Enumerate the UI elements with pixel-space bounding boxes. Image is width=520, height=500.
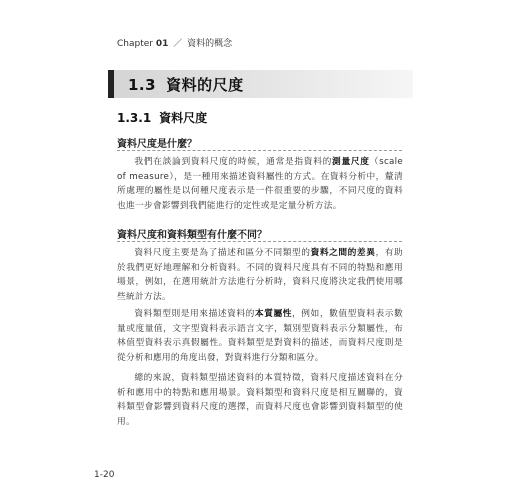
chapter-title: 資料的概念 <box>187 39 233 49</box>
page-number: 1-20 <box>94 470 115 480</box>
section-banner <box>108 70 413 98</box>
paragraph-4 <box>117 371 403 429</box>
header-separator: ／ <box>173 39 183 49</box>
section-title-text: 資料的尺度 <box>166 76 244 94</box>
question-divider-1 <box>117 150 402 151</box>
question-heading-2: 資料尺度和資料類型有什麼不同？ <box>117 230 267 241</box>
paragraph-3 <box>117 307 403 365</box>
section-title <box>128 74 244 95</box>
paragraph-text: 資料類型則是用來描述資料的 <box>134 309 255 319</box>
bold-term: 測量尺度 <box>332 157 370 167</box>
running-header <box>117 36 232 49</box>
paragraph-text: 資料尺度主要是為了描述和區分不同類型的 <box>134 248 311 258</box>
subsection-number: 1.3.1 <box>117 111 152 125</box>
paragraph-text: 總的來說，資料類型描述資料的本質特徵，資料尺度描述資料在分析和應用中的特點和應用場景。資料類型和資料尺度是相互關聯的，資料類型會影響到資料尺度的選擇，而資料尺度也會影響到資料類型的使用。 <box>117 373 403 427</box>
chapter-number: 01 <box>155 39 169 49</box>
subsection-title-text: 資料尺度 <box>159 111 208 125</box>
paragraph-1 <box>117 155 403 213</box>
bold-term: 本質屬性 <box>254 309 293 319</box>
bold-term: 資料之間的差異 <box>310 248 376 258</box>
paragraph-2 <box>117 246 403 304</box>
paragraph-text: 我們在談論到資料尺度的時候，通常是指資料的 <box>134 157 333 167</box>
subsection-title <box>117 109 207 126</box>
section-number: 1.3 <box>128 76 157 94</box>
paragraph-text: ，例如，數值型資料表示數量或度量值，文字型資料表示語言文字，類別型資料表示分類屬性，布林值型資料表示真假屬性。資料類型是對資料的描述，而資料尺度則是從分析和應用的角度出發，對資料進行分類和區分。 <box>117 309 403 363</box>
question-divider-2 <box>117 241 402 242</box>
question-heading-1: 資料尺度是什麼？ <box>117 139 197 150</box>
section-banner-bar <box>108 70 114 98</box>
paragraph-text: ，有助於我們更好地理解和分析資料。不同的資料尺度具有不同的特點和應用場景，例如，在選用統計方法進行分析時，資料尺度將決定我們使用哪些統計方法。 <box>117 248 403 302</box>
paragraph-text: （scale of measure），是一種用來描述資料屬性的方式。在資料分析中，釐清所處理的屬性是以何種尺度表示是一件很重要的步驟，不同尺度的資料也進一步會影響到我們能進行的定性或是定量分析方法。 <box>117 157 403 211</box>
chapter-label: Chapter <box>117 39 153 49</box>
